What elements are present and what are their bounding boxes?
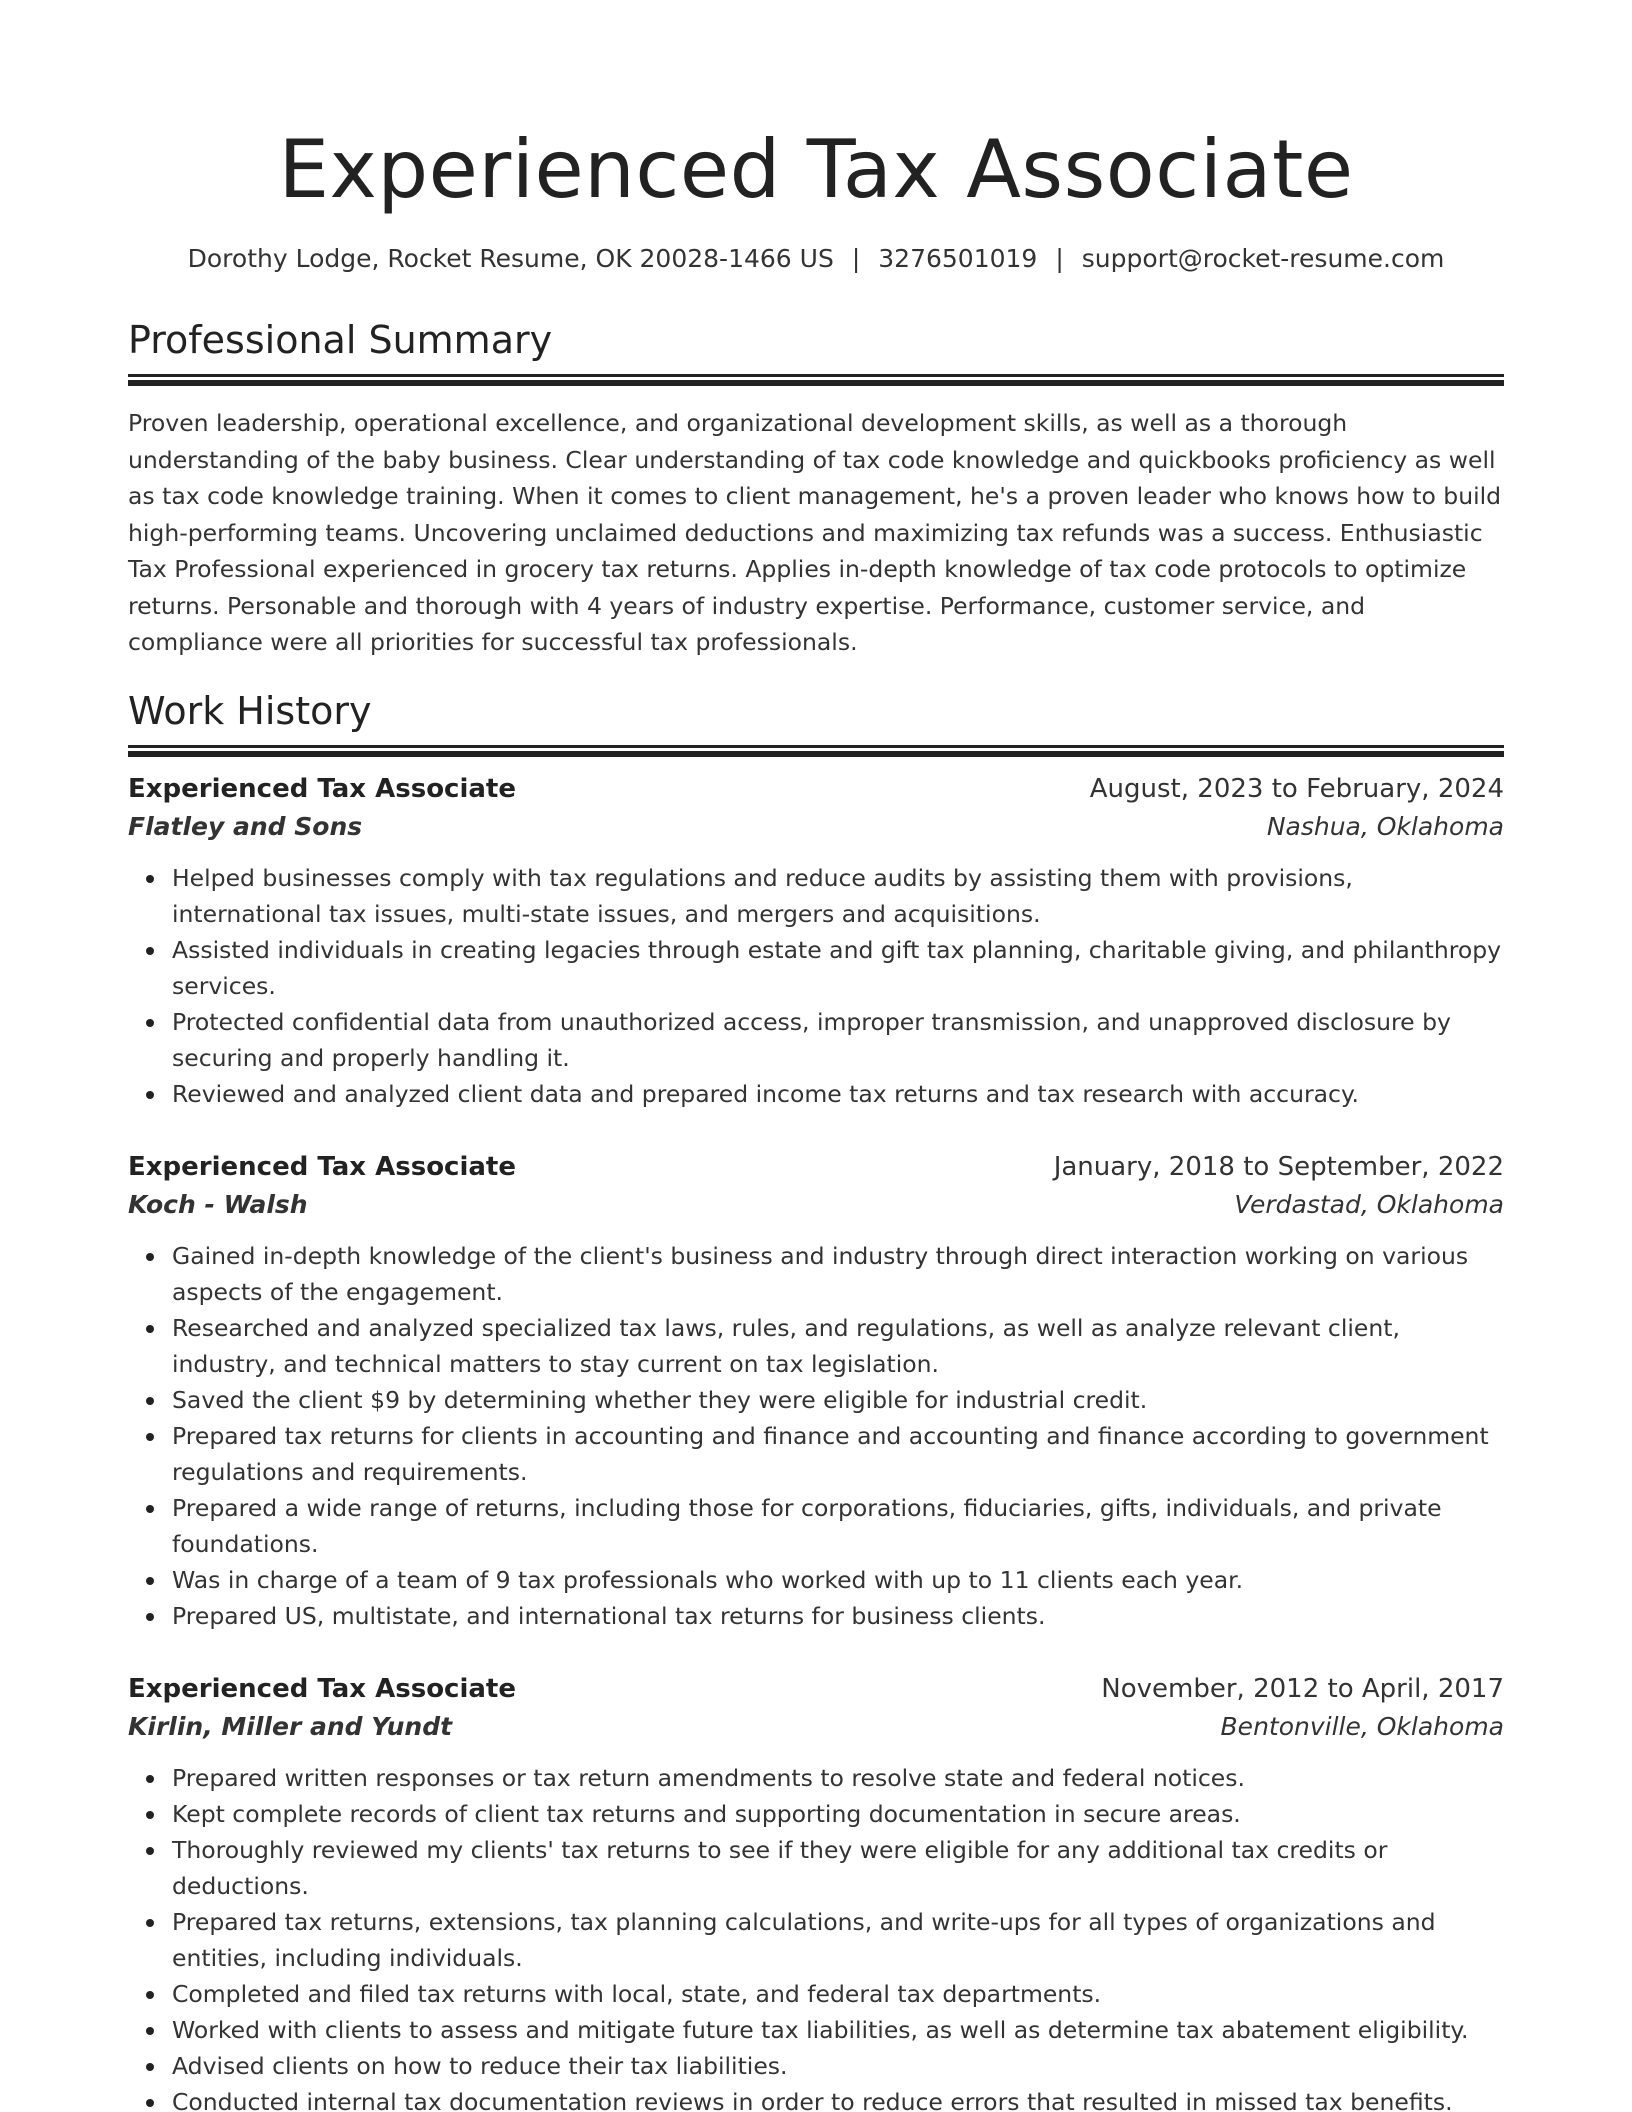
job-bullet: Was in charge of a team of 9 tax professionals who worked with up to 11 clients each year.	[172, 1562, 1504, 1598]
contact-phone: 3276501019	[878, 244, 1038, 273]
job-header-row	[128, 1670, 1504, 1708]
job-bullet: Gained in-depth knowledge of the client's business and industry through direct interaction working on various aspects of the engagement.	[172, 1238, 1504, 1310]
job-title: Experienced Tax Associate	[128, 1673, 516, 1704]
job-bullet: Thoroughly reviewed my clients' tax returns to see if they were eligible for any additional tax credits or deductions.	[172, 1832, 1504, 1904]
job-header-row	[128, 770, 1504, 808]
job-dates: January, 2018 to September, 2022	[1053, 1151, 1504, 1182]
contact-separator: |	[851, 244, 861, 273]
job-entry	[128, 770, 1504, 1112]
job-company-row	[128, 1186, 1504, 1224]
job-bullet: Helped businesses comply with tax regulations and reduce audits by assisting them with provisions, international tax issues, multi-state issues, and mergers and acquisitions.	[172, 860, 1504, 932]
job-dates: August, 2023 to February, 2024	[1089, 773, 1504, 804]
job-company: Flatley and Sons	[128, 811, 363, 841]
job-company-row	[128, 1708, 1504, 1746]
job-bullet: Prepared tax returns, extensions, tax planning calculations, and write-ups for all types of organizations and entities, including individuals.	[172, 1904, 1504, 1976]
job-bullet: Saved the client $9 by determining whether they were eligible for industrial credit.	[172, 1382, 1504, 1418]
resume-title: Experienced Tax Associate	[278, 123, 1354, 216]
work-history-section	[128, 687, 1504, 2112]
job-bullet: Conducted internal tax documentation reviews in order to reduce errors that resulted in missed tax benefits.	[172, 2084, 1504, 2112]
section-heading-summary: Professional Summary	[128, 318, 553, 362]
job-location: Verdastad, Oklahoma	[1234, 1189, 1504, 1219]
job-location: Bentonville, Oklahoma	[1220, 1711, 1504, 1741]
job-bullet: Reviewed and analyzed client data and prepared income tax returns and tax research with accuracy.	[172, 1076, 1504, 1112]
summary-text: Proven leadership, operational excellence, and organizational development skills, as well as a thorough understanding of the baby business. Clear understanding of tax code knowledge and quickbooks proficiency as well as tax code knowledge training. When it comes to client management, he's a proven leader who knows how to build high-performing teams. Uncovering unclaimed deductions and maximizing tax refunds was a success. Enthusiastic Tax Professional experienced in grocery tax returns. Applies in-depth knowledge of tax code protocols to optimize returns. Personable and thorough with 4 years of industry expertise. Performance, customer service, and compliance were all priorities for successful tax professionals.	[128, 409, 1502, 656]
job-company-row	[128, 808, 1504, 846]
job-bullet: Advised clients on how to reduce their tax liabilities.	[172, 2048, 1504, 2084]
job-title: Experienced Tax Associate	[128, 1151, 516, 1182]
job-bullet: Completed and filed tax returns with local, state, and federal tax departments.	[172, 1976, 1504, 2012]
job-bullet: Kept complete records of client tax returns and supporting documentation in secure areas.	[172, 1796, 1504, 1832]
job-dates: November, 2012 to April, 2017	[1101, 1673, 1504, 1704]
job-title: Experienced Tax Associate	[128, 773, 516, 804]
job-bullet-list	[128, 860, 1504, 1112]
job-bullet-list	[128, 1238, 1504, 1634]
section-divider	[128, 374, 1504, 377]
job-entry	[128, 1670, 1504, 2112]
job-bullet: Prepared a wide range of returns, including those for corporations, fiduciaries, gifts, individuals, and private foundations.	[172, 1490, 1504, 1562]
contact-line	[128, 242, 1504, 276]
job-bullet: Prepared written responses or tax return amendments to resolve state and federal notices.	[172, 1760, 1504, 1796]
job-entry	[128, 1148, 1504, 1634]
section-heading-work-history: Work History	[128, 688, 372, 733]
contact-address: Dorothy Lodge, Rocket Resume, OK 20028-1466 US	[187, 244, 834, 273]
job-bullet: Prepared tax returns for clients in accounting and finance and accounting and finance according to government regulations and requirements.	[172, 1418, 1504, 1490]
professional-summary-section	[128, 316, 1504, 661]
job-bullet: Protected confidential data from unauthorized access, improper transmission, and unapproved disclosure by securing and properly handling it.	[172, 1004, 1504, 1076]
contact-separator: |	[1055, 244, 1064, 273]
job-bullet: Worked with clients to assess and mitigate future tax liabilities, as well as determine tax abatement eligibility.	[172, 2012, 1504, 2048]
job-company: Kirlin, Miller and Yundt	[128, 1711, 453, 1741]
job-bullet-list	[128, 1760, 1504, 2112]
section-divider	[128, 745, 1504, 748]
contact-email: support@rocket-resume.com	[1081, 244, 1445, 273]
job-company: Koch - Walsh	[128, 1189, 308, 1219]
job-location: Nashua, Oklahoma	[1266, 811, 1504, 841]
job-bullet: Assisted individuals in creating legacies through estate and gift tax planning, charitable giving, and philanthropy services.	[172, 932, 1504, 1004]
job-bullet: Prepared US, multistate, and international tax returns for business clients.	[172, 1598, 1504, 1634]
job-bullet: Researched and analyzed specialized tax laws, rules, and regulations, as well as analyze relevant client, industry, and technical matters to stay current on tax legislation.	[172, 1310, 1504, 1382]
job-header-row	[128, 1148, 1504, 1186]
